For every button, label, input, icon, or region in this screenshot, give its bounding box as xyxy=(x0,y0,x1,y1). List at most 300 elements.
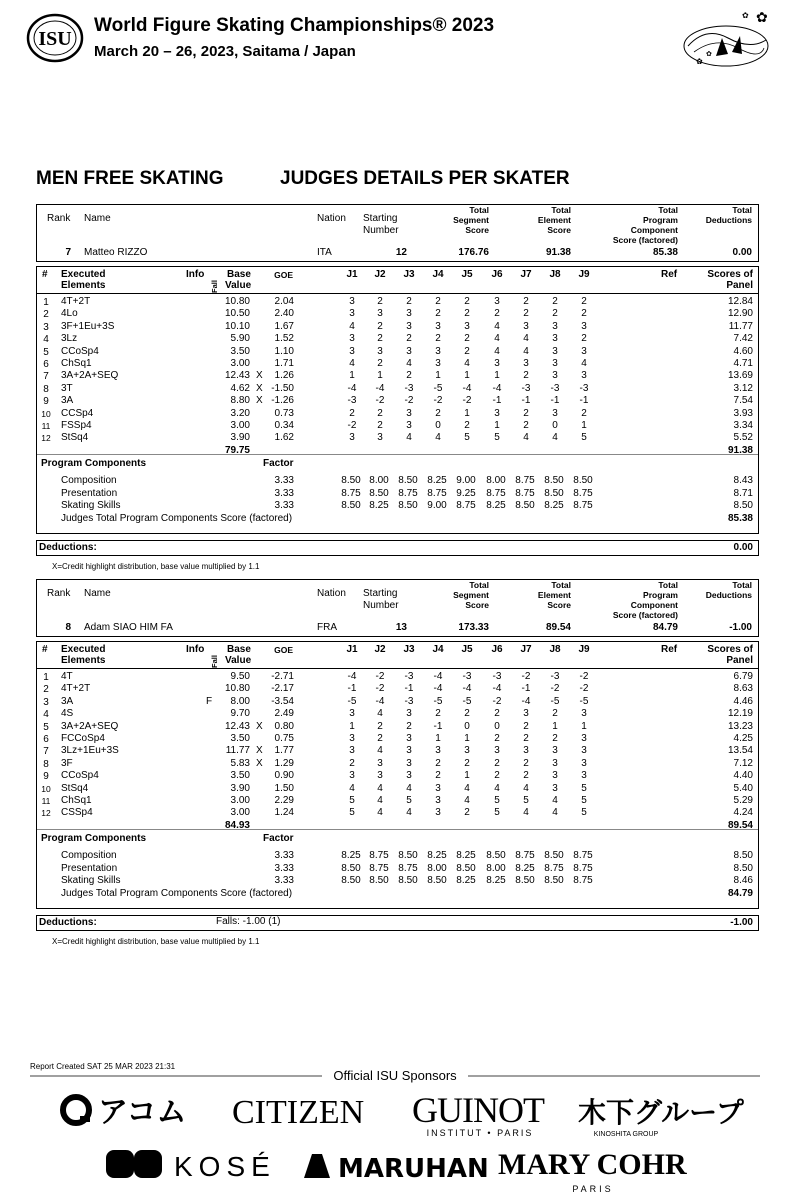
judge-1-score: 3 xyxy=(349,708,355,720)
judge-7-score: 2 xyxy=(523,733,529,744)
element-panel-score: 4.40 xyxy=(733,770,753,782)
judge-5-score: 2 xyxy=(464,708,470,720)
element-panel-score: 4.24 xyxy=(733,807,753,819)
name-header: Name xyxy=(84,213,111,224)
element-credit-mark: X xyxy=(256,370,263,382)
judge-4-score: 1 xyxy=(435,733,441,744)
tes-header: Element xyxy=(537,590,571,600)
svg-text:✿: ✿ xyxy=(742,11,749,20)
element-number: 12 xyxy=(41,808,51,819)
judge-1-score: 1 xyxy=(349,370,355,382)
deductions-row xyxy=(36,540,759,556)
judge-9-score: 5 xyxy=(581,432,587,444)
judge-3-score: -3 xyxy=(404,382,414,394)
element-base-value: 10.80 xyxy=(224,296,250,307)
judge-5-score: 2 xyxy=(464,757,470,769)
element-number: 1 xyxy=(43,672,49,683)
judge-2-score: 3 xyxy=(377,432,383,444)
judge-3-score: -2 xyxy=(404,395,414,407)
judge-3-score: 3 xyxy=(406,407,412,419)
col-elements: Elements xyxy=(61,655,106,666)
col-judge-4: J4 xyxy=(432,644,444,655)
col-judge-2: J2 xyxy=(374,644,386,655)
judge-4-score: 3 xyxy=(435,320,441,332)
col-judge-7: J7 xyxy=(520,269,532,280)
judge-3-score: 2 xyxy=(406,333,412,345)
component-factor: 3.33 xyxy=(274,475,294,486)
judge-9-score: -5 xyxy=(579,695,589,707)
col-ref: Ref xyxy=(661,644,678,655)
element-number: 7 xyxy=(43,746,49,758)
judge-7-score: 4 xyxy=(523,782,529,794)
element-credit-mark: X xyxy=(256,382,263,394)
judge-1-score: 2 xyxy=(349,757,355,769)
judge-7-component: 8.75 xyxy=(515,850,535,861)
judge-5-score: -5 xyxy=(462,695,472,707)
component-name: Presentation xyxy=(61,487,118,499)
judge-2-component: 8.00 xyxy=(369,475,389,486)
judge-1-score: 4 xyxy=(349,358,355,369)
judge-8-score: 2 xyxy=(552,733,558,744)
judge-3-score: 2 xyxy=(406,720,412,732)
judge-1-score: 3 xyxy=(349,345,355,357)
judge-6-score: 4 xyxy=(494,320,500,332)
component-panel-score: 8.50 xyxy=(733,862,753,874)
element-panel-score: 5.29 xyxy=(733,795,753,806)
element-number: 10 xyxy=(41,408,51,419)
component-factor: 3.33 xyxy=(274,850,294,861)
judge-2-score: 2 xyxy=(377,733,383,744)
judge-3-score: -3 xyxy=(404,695,414,707)
judge-2-component: 8.25 xyxy=(369,500,389,512)
judge-3-score: 4 xyxy=(406,358,412,369)
number-header: Number xyxy=(363,225,399,236)
judge-9-score: 2 xyxy=(581,308,587,320)
judge-5-score: 1 xyxy=(464,370,470,382)
element-panel-score: 3.12 xyxy=(733,382,753,394)
judge-5-score: -3 xyxy=(462,671,472,682)
judge-3-score: 5 xyxy=(406,795,412,806)
judge-8-score: 3 xyxy=(552,407,558,419)
element-panel-score: 6.79 xyxy=(733,671,753,682)
element-base-value: 10.10 xyxy=(224,320,250,332)
judge-9-score: 3 xyxy=(581,345,587,357)
judge-5-score: 2 xyxy=(464,308,470,320)
judge-8-score: 4 xyxy=(552,807,558,819)
element-code: StSq4 xyxy=(61,432,89,444)
sponsor-maruhan: MARUHAN xyxy=(338,1154,489,1184)
tes-header: Total xyxy=(551,205,571,215)
judge-1-score: 3 xyxy=(349,770,355,782)
col-judge-8: J8 xyxy=(549,269,561,280)
col-judge-5: J5 xyxy=(461,269,473,280)
col-fall: Fall xyxy=(210,280,219,293)
pcs-header: Total xyxy=(658,205,678,215)
judge-9-score: 4 xyxy=(581,358,587,369)
judge-5-score: 3 xyxy=(464,320,470,332)
total-deductions: 0.00 xyxy=(732,247,752,258)
judge-2-score: 4 xyxy=(377,795,383,806)
judge-9-score: 2 xyxy=(581,296,587,307)
col-judge-9: J9 xyxy=(578,269,590,280)
element-goe: 1.50 xyxy=(274,782,294,794)
judge-5-score: 1 xyxy=(464,770,470,782)
component-panel-score: 8.43 xyxy=(733,475,753,486)
judge-1-component: 8.75 xyxy=(341,487,361,499)
element-panel-total: 91.38 xyxy=(727,444,753,456)
svg-text:ISU: ISU xyxy=(38,28,72,50)
element-goe: 1.77 xyxy=(274,745,294,757)
element-panel-score: 13.69 xyxy=(727,370,753,382)
judge-5-component: 8.50 xyxy=(456,862,476,874)
judge-1-score: -1 xyxy=(347,683,357,695)
element-goe: 0.80 xyxy=(274,720,294,732)
judge-9-score: 1 xyxy=(581,420,587,431)
judge-8-score: -2 xyxy=(550,683,560,695)
element-code: 3Lz xyxy=(61,333,78,345)
element-number: 3 xyxy=(43,321,49,333)
judge-4-score: -4 xyxy=(433,683,443,695)
starting-number: 12 xyxy=(395,247,407,258)
judge-5-score: 1 xyxy=(464,733,470,744)
judge-2-score: 4 xyxy=(377,708,383,720)
col-executed: Executed xyxy=(61,644,106,655)
element-number: 5 xyxy=(43,721,49,733)
element-code: 3T xyxy=(61,382,73,394)
judge-4-score: -1 xyxy=(433,720,443,732)
judge-9-score: 3 xyxy=(581,733,587,744)
name-header: Name xyxy=(84,588,111,599)
divider xyxy=(37,293,758,294)
sponsor-kinoshita-sub: KINOSHITA GROUP xyxy=(593,1131,659,1138)
judge-4-component: 8.50 xyxy=(427,875,447,887)
pcs-header: Score (factored) xyxy=(612,610,678,620)
judge-1-score: 3 xyxy=(349,333,355,345)
element-panel-total: 89.54 xyxy=(727,819,753,831)
judge-6-score: -4 xyxy=(492,683,502,695)
rank-header: Rank xyxy=(47,588,71,599)
element-info: F xyxy=(206,695,213,707)
judge-8-score: -1 xyxy=(550,395,560,407)
pcs-total: 85.38 xyxy=(727,513,753,524)
col-judge-6: J6 xyxy=(491,644,503,655)
element-code: 3A xyxy=(61,395,74,407)
total-pcs: 85.38 xyxy=(652,247,678,258)
element-code: StSq4 xyxy=(61,782,89,794)
element-base-value: 3.50 xyxy=(230,733,250,744)
judge-8-score: 3 xyxy=(552,345,558,357)
judge-6-score: 5 xyxy=(494,807,500,819)
sponsor-kinoshita: 木下グループ xyxy=(578,1096,744,1129)
judge-3-score: 4 xyxy=(406,432,412,444)
element-code: CCoSp4 xyxy=(61,770,99,782)
judge-1-score: 3 xyxy=(349,296,355,307)
judge-9-component: 8.75 xyxy=(573,875,593,887)
pcs-header: Score (factored) xyxy=(612,235,678,245)
element-base-value: 4.62 xyxy=(230,382,250,394)
col-info: Info xyxy=(186,644,205,655)
judge-7-component: 8.50 xyxy=(515,875,535,887)
judge-2-score: -4 xyxy=(375,382,385,394)
judge-9-score: -1 xyxy=(579,395,589,407)
col-judge-3: J3 xyxy=(403,644,415,655)
judge-7-score: -2 xyxy=(521,671,531,682)
judge-8-score: 2 xyxy=(552,296,558,307)
component-panel-score: 8.46 xyxy=(733,875,753,887)
tes-header: Score xyxy=(547,225,571,235)
element-panel-score: 7.42 xyxy=(733,333,753,345)
element-goe: 1.71 xyxy=(274,358,294,369)
judge-9-score: 5 xyxy=(581,782,587,794)
judge-6-score: 3 xyxy=(494,407,500,419)
judge-2-component: 8.50 xyxy=(369,487,389,499)
judge-8-score: -3 xyxy=(550,382,560,394)
judge-7-score: 3 xyxy=(523,708,529,720)
judge-2-score: 3 xyxy=(377,308,383,320)
judge-2-score: 2 xyxy=(377,407,383,419)
judge-7-score: 2 xyxy=(523,770,529,782)
judge-4-score: -5 xyxy=(433,382,443,394)
judge-3-component: 8.50 xyxy=(398,850,418,861)
judge-9-score: 5 xyxy=(581,807,587,819)
col-executed: Executed xyxy=(61,269,106,280)
svg-text:✿: ✿ xyxy=(756,9,768,25)
element-code: 4T xyxy=(61,671,73,682)
deductions-detail: Falls: -1.00 (1) xyxy=(216,916,281,927)
judge-5-score: 1 xyxy=(464,407,470,419)
judge-9-score: 3 xyxy=(581,770,587,782)
divider xyxy=(37,668,758,669)
element-code: 4T+2T xyxy=(61,683,91,695)
element-base-value: 3.00 xyxy=(230,807,250,819)
element-panel-score: 13.23 xyxy=(727,720,753,732)
judge-4-component: 8.75 xyxy=(427,487,447,499)
judge-4-component: 8.00 xyxy=(427,862,447,874)
judge-9-score: 5 xyxy=(581,795,587,806)
judge-3-score: 3 xyxy=(406,320,412,332)
judge-6-score: -4 xyxy=(492,382,502,394)
judge-9-component: 8.75 xyxy=(573,862,593,874)
judge-2-component: 8.75 xyxy=(369,850,389,861)
judge-1-score: 2 xyxy=(349,407,355,419)
element-code: 3A+2A+SEQ xyxy=(61,370,119,382)
judge-8-score: 3 xyxy=(552,757,558,769)
element-number: 10 xyxy=(41,783,51,794)
component-panel-score: 8.71 xyxy=(733,487,753,499)
judge-6-score: 3 xyxy=(494,296,500,307)
judge-7-score: -4 xyxy=(521,695,531,707)
judge-7-component: 8.50 xyxy=(515,500,535,512)
judge-7-score: -1 xyxy=(521,395,531,407)
judge-5-component: 8.25 xyxy=(456,875,476,887)
judge-3-component: 8.75 xyxy=(398,487,418,499)
element-code: FSSp4 xyxy=(61,420,92,431)
element-number: 12 xyxy=(41,433,51,444)
skater-summary xyxy=(36,204,759,262)
judge-6-score: 3 xyxy=(494,358,500,369)
judge-1-score: 3 xyxy=(349,308,355,320)
deductions-label: Deductions: xyxy=(39,542,97,553)
element-base-value: 11.77 xyxy=(225,745,250,757)
judge-9-component: 8.75 xyxy=(573,850,593,861)
program-components-header: Program Components xyxy=(41,833,147,844)
judge-6-component: 8.25 xyxy=(486,500,506,512)
col-hash: # xyxy=(42,644,48,655)
sponsor-guinot-sub: INSTITUT • PARIS xyxy=(426,1128,534,1138)
col-fall: Fall xyxy=(210,655,219,668)
judge-1-score: 4 xyxy=(349,782,355,794)
component-factor: 3.33 xyxy=(274,875,294,887)
judge-7-component: 8.25 xyxy=(515,862,535,874)
judge-8-score: 2 xyxy=(552,308,558,320)
skater-name: Matteo RIZZO xyxy=(84,247,148,258)
judge-4-score: 2 xyxy=(435,757,441,769)
judge-3-component: 8.75 xyxy=(398,862,418,874)
element-code: 3F xyxy=(61,757,73,769)
judge-8-score: 3 xyxy=(552,770,558,782)
element-panel-score: 3.34 xyxy=(733,420,753,431)
judge-2-score: 4 xyxy=(377,807,383,819)
judge-2-score: 2 xyxy=(377,358,383,369)
element-details xyxy=(36,266,759,534)
nation-header: Nation xyxy=(317,588,346,599)
element-number: 4 xyxy=(43,709,49,721)
element-details xyxy=(36,641,759,909)
judge-4-component: 8.25 xyxy=(427,475,447,486)
championship-emblem xyxy=(676,8,774,70)
element-code: 3F+1Eu+3S xyxy=(61,320,115,332)
judge-8-score: 1 xyxy=(552,720,558,732)
starting-number: 13 xyxy=(395,622,407,633)
element-code: 4Lo xyxy=(61,308,78,320)
judge-4-score: 2 xyxy=(435,308,441,320)
element-goe: 0.73 xyxy=(274,407,294,419)
total-element-score: 91.38 xyxy=(545,247,571,258)
element-number: 11 xyxy=(41,796,51,806)
element-number: 11 xyxy=(41,421,51,431)
report-created: Report Created SAT 25 MAR 2023 21:31 xyxy=(30,1062,176,1071)
judge-6-score: 2 xyxy=(494,757,500,769)
judge-6-component: 8.00 xyxy=(486,862,506,874)
judge-4-component: 9.00 xyxy=(427,500,447,512)
sponsors-title: Official ISU Sponsors xyxy=(333,1068,457,1083)
judge-7-score: 2 xyxy=(523,370,529,382)
ded-header: Deductions xyxy=(705,215,752,225)
element-goe: 2.29 xyxy=(274,795,294,806)
element-panel-score: 12.84 xyxy=(727,296,753,307)
judge-5-component: 9.00 xyxy=(456,475,476,486)
element-number: 4 xyxy=(43,334,49,346)
judge-5-score: 5 xyxy=(464,432,470,444)
judge-7-score: 3 xyxy=(523,358,529,369)
judge-9-score: 3 xyxy=(581,708,587,720)
judge-2-component: 8.50 xyxy=(369,875,389,887)
judge-5-component: 9.25 xyxy=(456,487,476,499)
judge-6-score: -3 xyxy=(492,671,502,682)
element-panel-score: 13.54 xyxy=(727,745,753,757)
pcs-header: Component xyxy=(630,225,678,235)
judge-6-score: 5 xyxy=(494,795,500,806)
element-number: 9 xyxy=(43,396,49,408)
judge-4-score: -4 xyxy=(433,671,443,682)
col-judge-1: J1 xyxy=(346,644,358,655)
element-base-value: 3.00 xyxy=(230,358,250,369)
skater-name: Adam SIAO HIM FA xyxy=(84,622,173,633)
element-panel-score: 4.25 xyxy=(733,733,753,744)
element-goe: 2.49 xyxy=(274,708,294,720)
tss-header: Score xyxy=(465,225,489,235)
judge-2-score: 2 xyxy=(377,296,383,307)
col-judge-3: J3 xyxy=(403,269,415,280)
judge-4-score: 3 xyxy=(435,358,441,369)
judge-1-component: 8.50 xyxy=(341,862,361,874)
skater-summary xyxy=(36,579,759,637)
judge-5-score: 2 xyxy=(464,345,470,357)
judge-8-score: 2 xyxy=(552,708,558,720)
judge-3-component: 8.50 xyxy=(398,475,418,486)
component-factor: 3.33 xyxy=(274,487,294,499)
judge-4-score: 2 xyxy=(435,407,441,419)
judge-9-score: 3 xyxy=(581,757,587,769)
element-number: 9 xyxy=(43,771,49,783)
judge-1-component: 8.50 xyxy=(341,475,361,486)
judge-5-score: 4 xyxy=(464,782,470,794)
svg-text:✿: ✿ xyxy=(706,51,712,58)
judge-5-score: 0 xyxy=(464,720,470,732)
judge-6-component: 8.75 xyxy=(486,487,506,499)
judge-6-score: -2 xyxy=(492,695,502,707)
judge-3-score: 2 xyxy=(406,296,412,307)
element-base-value: 9.50 xyxy=(230,671,250,682)
judge-8-component: 8.25 xyxy=(544,500,564,512)
element-number: 6 xyxy=(43,359,49,370)
judge-1-score: 1 xyxy=(349,720,355,732)
ded-header: Total xyxy=(732,580,752,590)
element-code: CCSp4 xyxy=(61,407,94,419)
judge-7-score: 4 xyxy=(523,333,529,345)
judge-1-score: 5 xyxy=(349,807,355,819)
judge-1-component: 8.50 xyxy=(341,500,361,512)
element-number: 8 xyxy=(43,758,49,770)
tss-header: Total xyxy=(469,205,489,215)
judge-1-component: 8.25 xyxy=(341,850,361,861)
element-goe: -3.54 xyxy=(271,695,294,707)
sponsor-acom: アコム xyxy=(98,1095,187,1130)
judge-2-score: 3 xyxy=(377,757,383,769)
judge-8-component: 8.50 xyxy=(544,850,564,861)
judge-9-score: 2 xyxy=(581,333,587,345)
judge-7-score: 2 xyxy=(523,420,529,431)
element-code: 4S xyxy=(61,708,74,720)
total-pcs: 84.79 xyxy=(652,622,678,633)
judges-total-label: Judges Total Program Components Score (factored) xyxy=(61,513,293,524)
judge-6-score: 4 xyxy=(494,345,500,357)
judge-3-score: -3 xyxy=(404,671,414,682)
element-credit-mark: X xyxy=(256,395,263,407)
event-dates: March 20 – 26, 2023, Saitama / Japan xyxy=(94,43,356,60)
sponsor-mary-cohr: MARY COHR xyxy=(498,1148,687,1181)
sponsor-kose: KOSÉ xyxy=(174,1151,276,1182)
col-ref: Ref xyxy=(661,269,678,280)
col-elements: Elements xyxy=(61,280,106,291)
col-goe: GOE xyxy=(274,645,293,655)
element-goe: 2.40 xyxy=(274,308,294,320)
judge-9-score: 3 xyxy=(581,745,587,757)
col-scores-of: Scores of xyxy=(707,644,753,655)
skater-nation: ITA xyxy=(317,247,332,258)
judge-4-score: 3 xyxy=(435,782,441,794)
sponsors-panel xyxy=(0,1068,789,1200)
